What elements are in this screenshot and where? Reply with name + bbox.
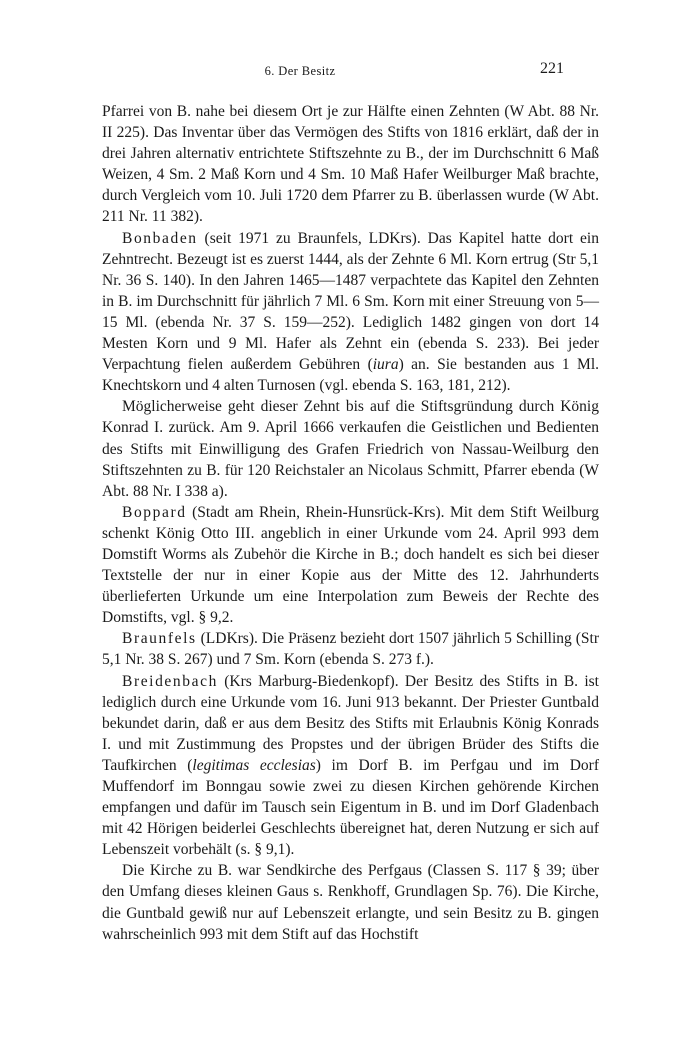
page-number: 221 [540,60,564,77]
paragraph-bonbaden: Bonbaden (seit 1971 zu Braunfels, LDKrs). Das Kapitel hatte dort ein Zehntrecht. Bezeugt ist es zuerst 1444, als der Zehnte 6 Ml. Korn ertrug (Str 5,1 Nr. 36 S. 140). In den Jahren 1465—1487 verpachtete das Kapitel den Zehnten in B. im Durchschnitt für jährlich 7 Ml. 6 Sm. Korn mit einer Streuung von 5—15 Ml. (ebenda Nr. 37 S. 159—252). Lediglich 1482 gingen von dort 14 Mesten Korn und 9 Ml. Hafer als Zehnt ein (ebenda S. 233). Bei jeder Verpachtung fielen außerdem Gebühren (iura) an. Sie bestanden aus 1 Ml. Knechtskorn und 4 alten Turnosen (vgl. ebenda S. 163, 181, 212). [102,229,599,395]
place-name-bonbaden: Bonbaden [122,229,198,247]
place-name-breidenbach: Breidenbach [122,672,218,690]
place-name-braunfels: Braunfels [122,630,197,648]
running-head: 6. Der Besitz [264,64,336,78]
paragraph-breidenbach: Breidenbach (Krs Marburg-Biedenkopf). Der Besitz des Stifts in B. ist lediglich durch eine Urkunde vom 16. Juni 913 bekannt. Der Priester Guntbald bekundet darin, daß er aus dem Besitz des Stifts mit Erlaubnis König Konrads I. und mit Zustimmung des Propstes und der übrigen Brüder des Stifts die Taufkirchen (legitimas ecclesias) im Dorf B. im Perfgau und im Dorf Muffendorf im Bonngau sowie zwei zu diesen Kirchen gehörende Kirchen empfangen und dafür im Tausch sein Eigentum in B. und im Dorf Gladenbach mit 42 Hörigen beiderlei Geschlechts übereignet hat, deren Nutzung er sich auf Lebenszeit vorbehält (s. § 9,1). [102,672,599,859]
paragraph-3: Möglicherweise geht dieser Zehnt bis auf die Stiftsgründung durch König Konrad I. zurück. Am 9. April 1666 verkaufen die Geistlichen und Bedienten des Stifts mit Einwilligung des Grafen Friedrich von Nassau-Weilburg den Stiftszehnten zu B. für 120 Reichstaler an Nicolaus Schmitt, Pfarrer ebenda (W Abt. 88 Nr. I 338 a). [102,398,599,500]
paragraph-1: Pfarrei von B. nahe bei diesem Ort je zur Hälfte einen Zehnten (W Abt. 88 Nr. II 225). Das Inventar über das Vermögen des Stifts von 1816 erklärt, daß der in drei Jahren alternativ entrichtete Stiftszehnte zu B., der im Durchschnitt 6 Maß Weizen, 4 Sm. 2 Maß Korn und 4 Sm. 10 Maß Hafer Weilburger Maß brachte, durch Vergleich vom 10. Juli 1720 dem Pfarrer zu B. überlassen wurde (W Abt. 211 Nr. 11 382). [102,103,599,226]
page-header [0,0,700,80]
paragraph-braunfels: Braunfels (LDKrs). Die Präsenz bezieht dort 1507 jährlich 5 Schilling (Str 5,1 Nr. 38 S. 267) und 7 Sm. Korn (ebenda S. 273 f.). [102,630,599,669]
place-name-boppard: Boppard [122,503,187,521]
paragraph-7: Die Kirche zu B. war Sendkirche des Perfgaus (Classen S. 117 § 39; über den Umfang dieses kleinen Gaus s. Renkhoff, Grundlagen Sp. 76). Die Kirche, die Guntbald gewiß nur auf Lebenszeit erlangte, und sein Besitz zu B. gingen wahrscheinlich 993 mit dem Stift auf das Hochstift [102,862,599,943]
paragraph-boppard: Boppard (Stadt am Rhein, Rhein-Hunsrück-Krs). Mit dem Stift Weilburg schenkt König Otto III. angeblich in einer Urkunde vom 24. April 993 dem Domstift Worms als Zubehör die Kirche in B.; doch handelt es sich bei dieser Textstelle der nur in einer Kopie aus der Mitte des 12. Jahrhunderts überlieferten Urkunde um eine Interpolation zum Beweis der Rechte des Domstifts, vgl. § 9,2. [102,503,599,627]
body-text [102,101,599,945]
